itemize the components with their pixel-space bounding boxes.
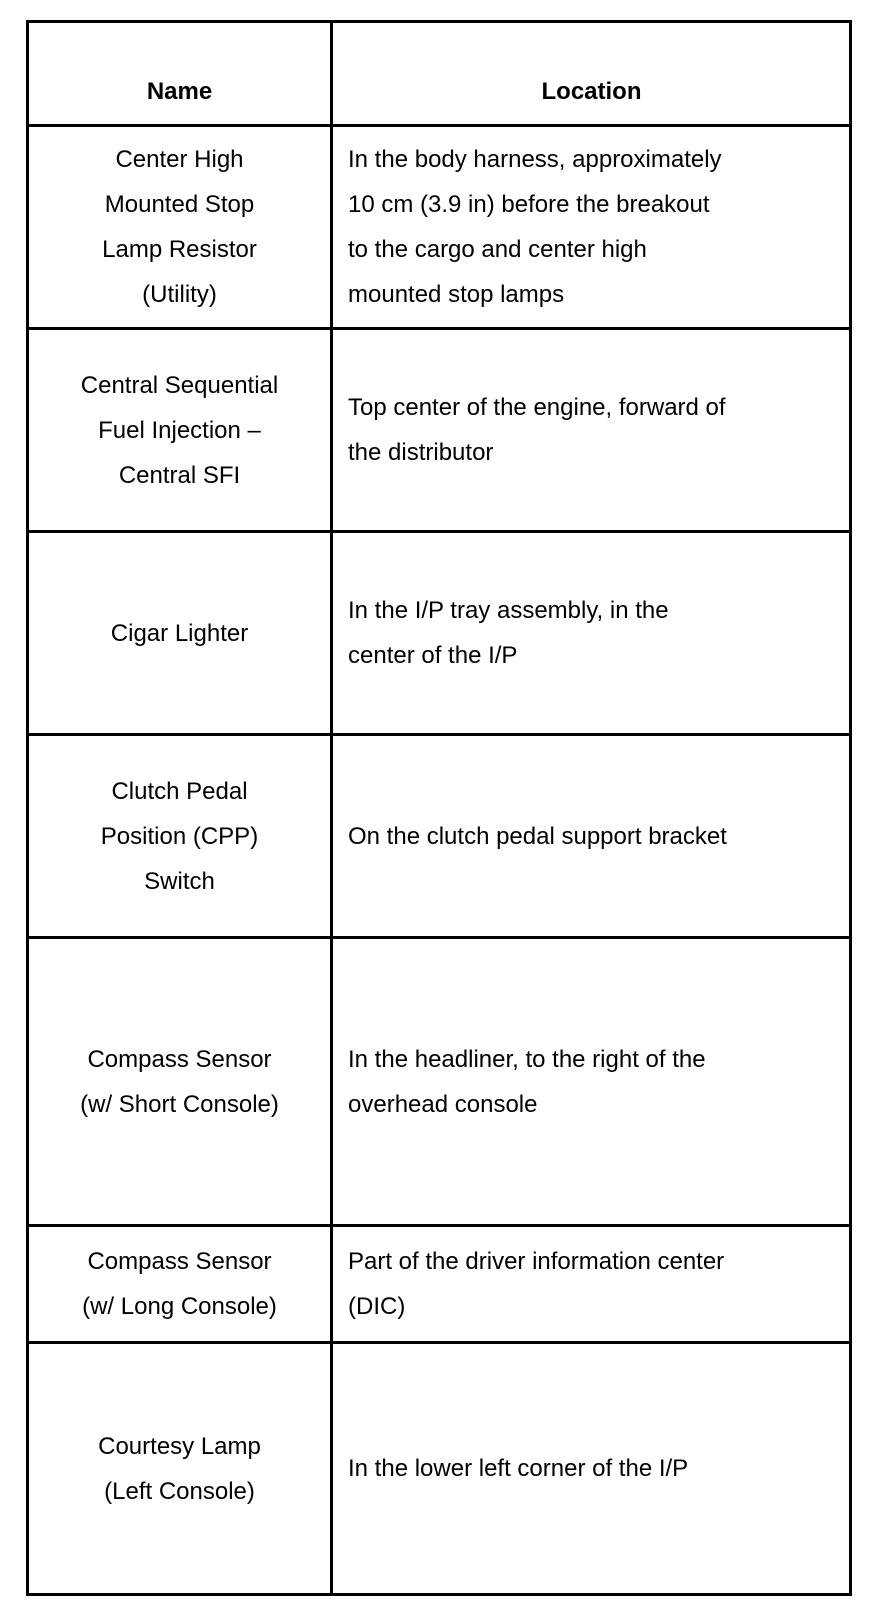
table-row (29, 1227, 849, 1344)
component-location-cell: Part of the driver information center (DIC) (348, 1248, 725, 1320)
component-name-cell: Courtesy Lamp (Left Console) (29, 1344, 333, 1593)
component-name-cell: Compass Sensor (w/ Long Console) (29, 1227, 333, 1341)
component-location-cell: In the body harness, approximately 10 cm (3.9 in) before the breakout to the cargo and center high mounted stop lamps (348, 146, 722, 308)
table-header-row (29, 23, 849, 127)
component-name-cell: Clutch Pedal Position (CPP) Switch (29, 736, 333, 936)
component-location-table (26, 20, 852, 1596)
table-row (29, 736, 849, 939)
component-location-cell: In the I/P tray assembly, in the center of the I/P (348, 597, 669, 669)
table-row (29, 939, 849, 1227)
table-row (29, 1344, 849, 1593)
component-name-cell: Cigar Lighter (29, 533, 333, 733)
table-row (29, 330, 849, 533)
component-location-cell: Top center of the engine, forward of the distributor (348, 394, 726, 466)
name-column-header: Name (29, 23, 333, 124)
component-name-cell: Central Sequential Fuel Injection – Central SFI (29, 330, 333, 530)
component-location-cell: On the clutch pedal support bracket (348, 822, 727, 850)
component-location-cell: In the lower left corner of the I/P (348, 1455, 689, 1482)
table-row (29, 533, 849, 736)
component-name-cell: Center High Mounted Stop Lamp Resistor (Utility) (29, 127, 333, 327)
component-name-cell: Compass Sensor (w/ Short Console) (29, 939, 333, 1224)
table-row (29, 127, 849, 330)
location-column-header: Location (541, 78, 642, 105)
component-location-cell: In the headliner, to the right of the overhead console (348, 1045, 706, 1118)
